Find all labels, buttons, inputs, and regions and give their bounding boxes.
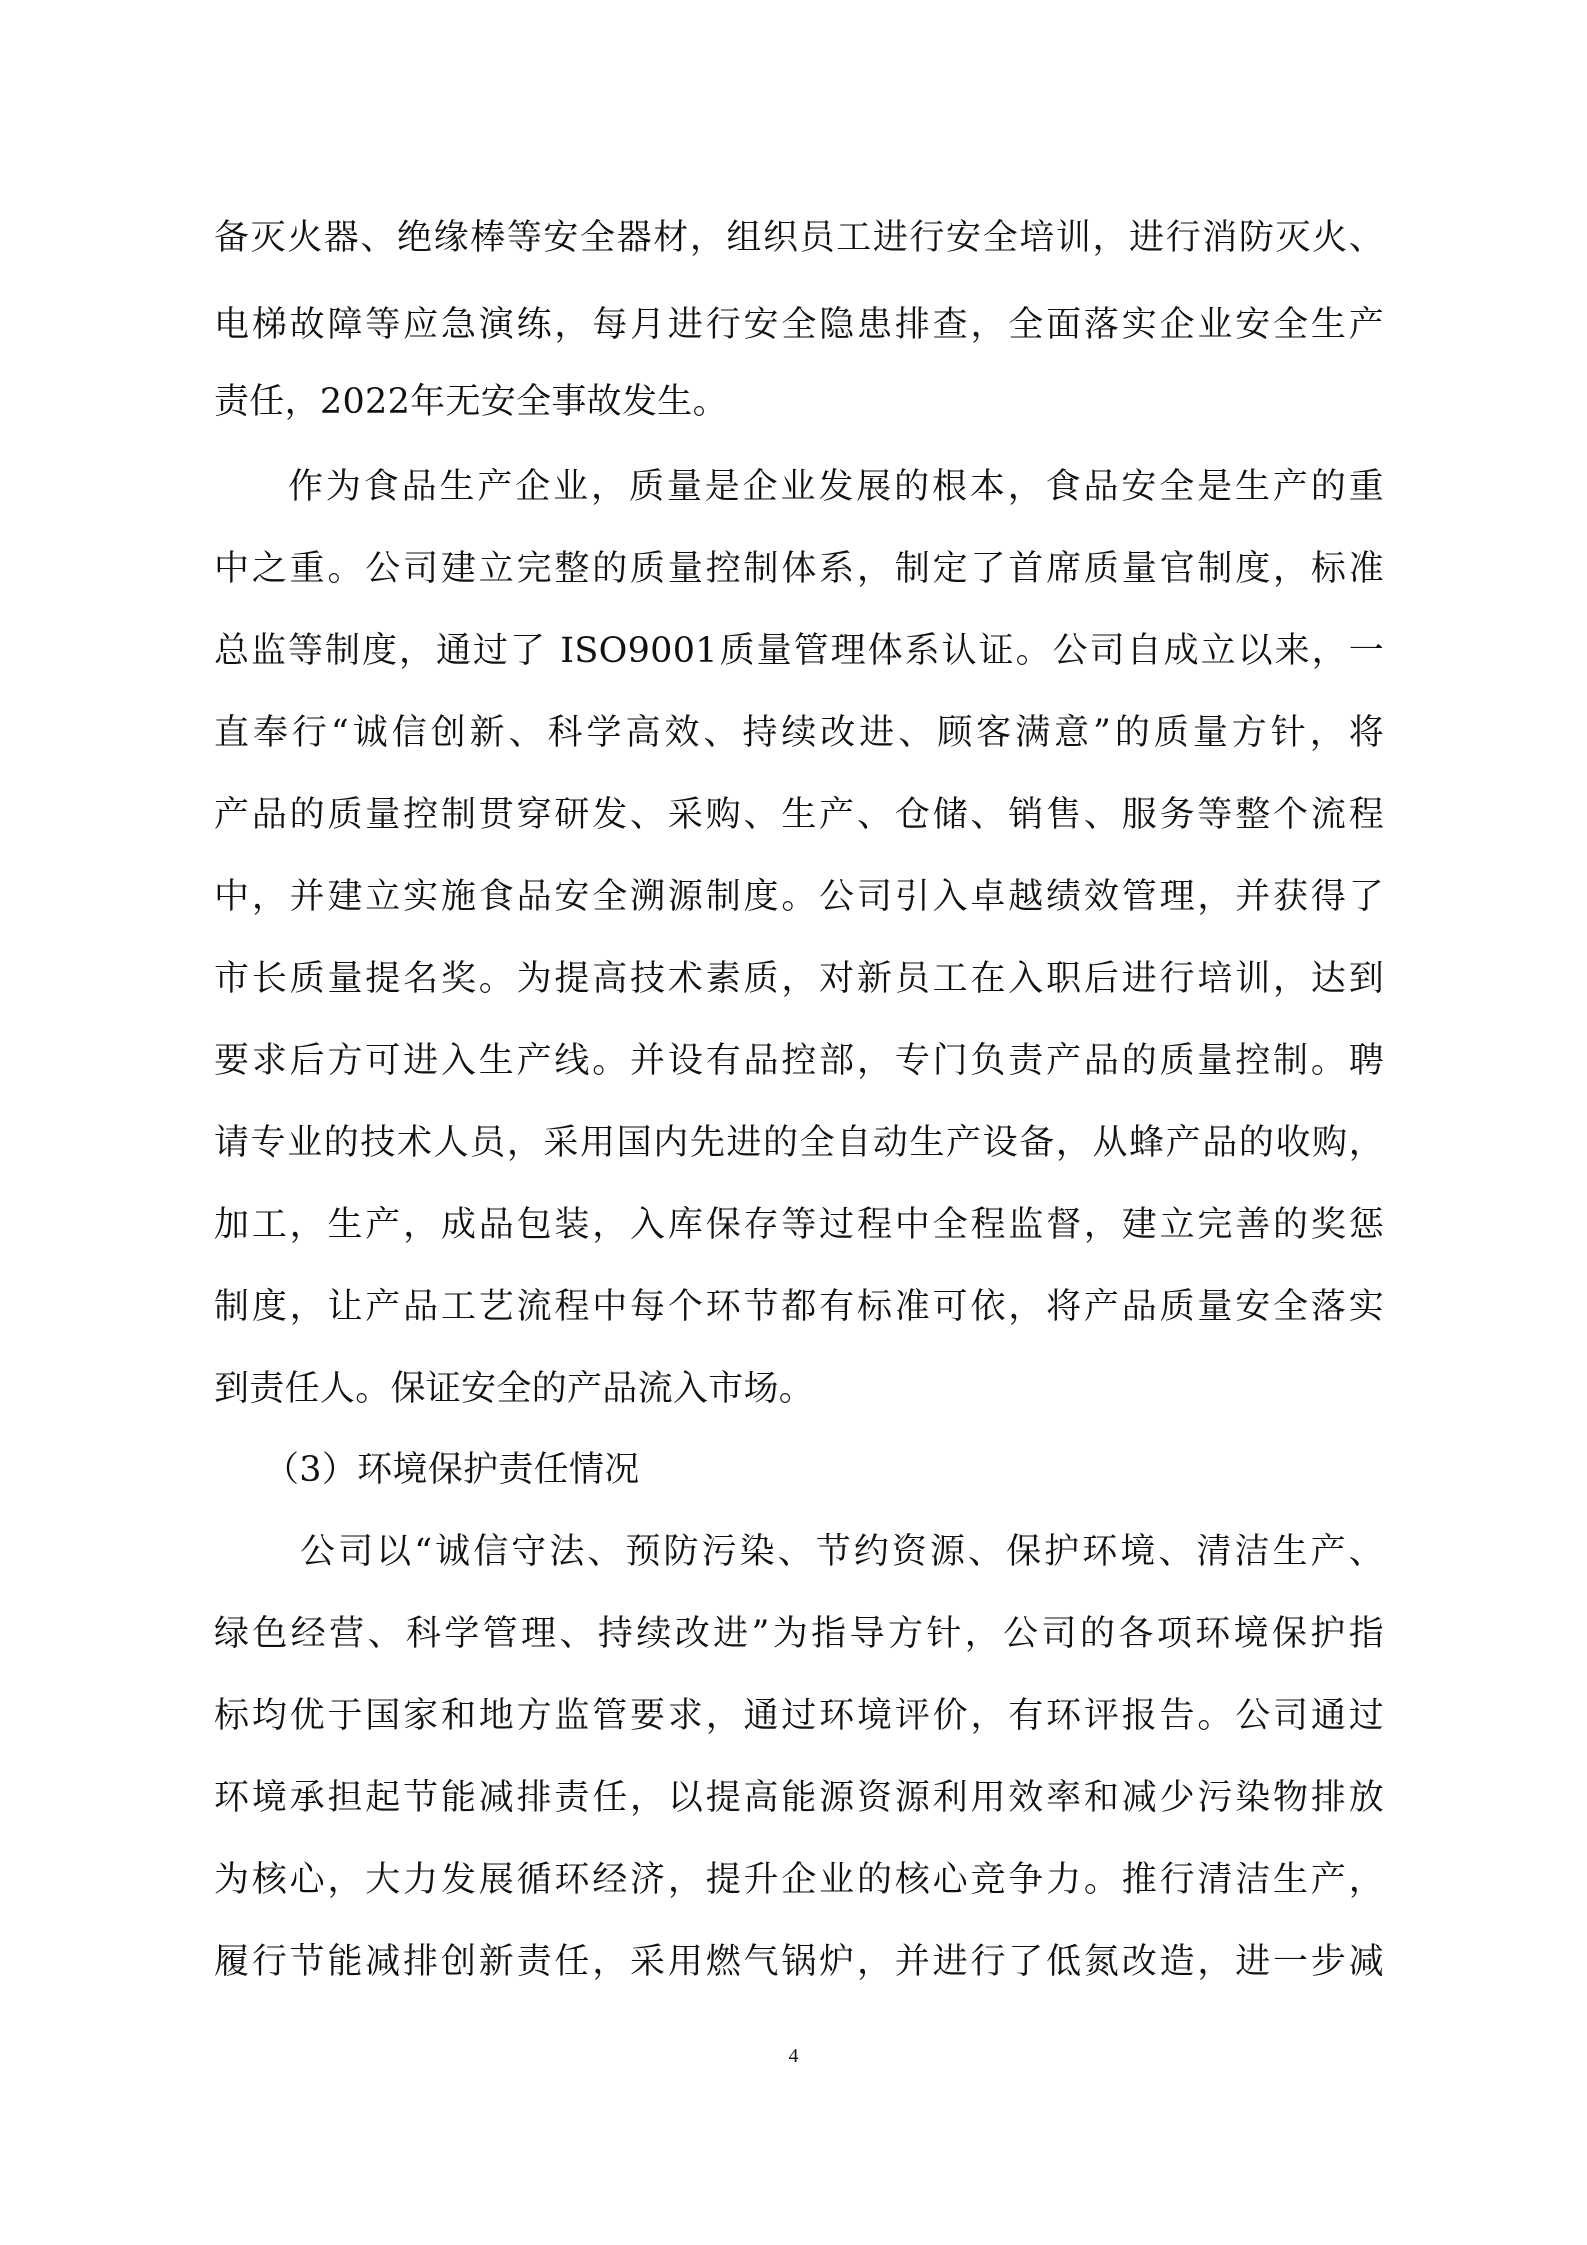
- text-line: 电梯故障等应急演练，每月进行安全隐患排查，全面落实企业安全生产: [214, 305, 1384, 345]
- text-line: 备灭火器、绝缘棒等安全器材，组织员工进行安全培训，进行消防灭火、: [214, 218, 1384, 258]
- text-line: 中，并建立实施食品安全溯源制度。公司引入卓越绩效管理，并获得了: [214, 877, 1384, 917]
- text-line: 要求后方可进入生产线。并设有品控部，专门负责产品的质量控制。聘: [214, 1041, 1384, 1081]
- text-line: 产品的质量控制贯穿研发、采购、生产、仓储、销售、服务等整个流程: [214, 795, 1384, 835]
- text-line: 为核心，大力发展循环经济，提升企业的核心竞争力。推行清洁生产，: [214, 1860, 1384, 1900]
- text-line: 请专业的技术人员，采用国内先进的全自动生产设备，从蜂产品的收购，: [214, 1123, 1384, 1163]
- paragraph-first-line: 作为食品生产企业，质量是企业发展的根本，食品安全是生产的重: [288, 467, 1384, 507]
- text-line: 市长质量提名奖。为提高技术素质，对新员工在入职后进行培训，达到: [214, 959, 1384, 999]
- text-line: 环境承担起节能减排责任，以提高能源资源利用效率和减少污染物排放: [214, 1778, 1384, 1818]
- text-line: 责任，2022年无安全事故发生。: [214, 382, 728, 422]
- text-line: 加工，生产，成品包装，入库保存等过程中全程监督，建立完善的奖惩: [214, 1205, 1384, 1245]
- page-number: 4: [788, 2045, 799, 2067]
- text-line: 绿色经营、科学管理、持续改进”为指导方针，公司的各项环境保护指: [214, 1614, 1384, 1654]
- paragraph-first-line: 公司以“诚信守法、预防污染、节约资源、保护环境、清洁生产、: [300, 1532, 1384, 1572]
- text-line: 直奉行“诚信创新、科学高效、持续改进、顾客满意”的质量方针，将: [214, 713, 1384, 753]
- text-line: 履行节能减排创新责任，采用燃气锅炉，并进行了低氮改造，进一步减: [214, 1942, 1384, 1982]
- text-line: 标均优于国家和地方监管要求，通过环境评价，有环评报告。公司通过: [214, 1696, 1384, 1736]
- text-line: 制度，让产品工艺流程中每个环节都有标准可依，将产品质量安全落实: [214, 1287, 1384, 1327]
- text-line: 总监等制度，通过了 ISO9001质量管理体系认证。公司自成立以来，一: [214, 631, 1384, 671]
- text-line: 中之重。公司建立完整的质量控制体系，制定了首席质量官制度，标准: [214, 549, 1384, 589]
- section-heading: （3）环境保护责任情况: [264, 1450, 640, 1490]
- text-line: 到责任人。保证安全的产品流入市场。: [214, 1369, 815, 1409]
